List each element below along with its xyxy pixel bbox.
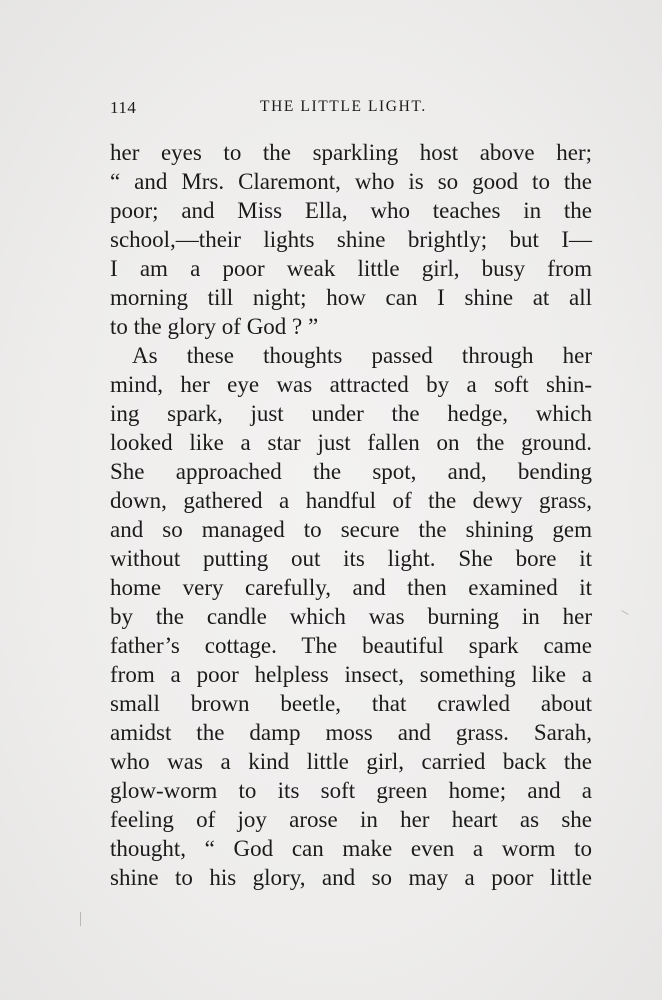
text-line: feeling of joy arose in her heart as she xyxy=(110,807,592,832)
text-line: without putting out its light. She bore it xyxy=(110,546,592,571)
text-line: home very carefully, and then examined it xyxy=(110,575,592,600)
paper-speck xyxy=(80,912,81,926)
paper-speck xyxy=(621,610,628,615)
text-line: school,—their lights shine brightly; but I— xyxy=(110,227,592,252)
text-line: poor; and Miss Ella, who teaches in the xyxy=(110,198,592,223)
body-text xyxy=(110,138,592,892)
text-line: by the candle which was burning in her xyxy=(110,604,592,629)
text-line: down, gathered a handful of the dewy grass, xyxy=(110,488,592,513)
text-line: who was a kind little girl, carried back the xyxy=(110,749,592,774)
text-line: thought, “ God can make even a worm to xyxy=(110,836,592,861)
text-line: small brown beetle, that crawled about xyxy=(110,691,592,716)
running-head xyxy=(110,98,594,124)
text-line: from a poor helpless insect, something like a xyxy=(110,662,592,687)
running-title: THE LITTLE LIGHT. xyxy=(260,98,427,115)
text-line: father’s cottage. The beautiful spark came xyxy=(110,633,592,658)
text-line: shine to his glory, and so may a poor little xyxy=(110,865,592,890)
text-line: morning till night; how can I shine at all xyxy=(110,285,592,310)
text-line: “ and Mrs. Claremont, who is so good to the xyxy=(110,169,592,194)
text-line: mind, her eye was attracted by a soft shin- xyxy=(110,372,592,397)
text-line: As these thoughts passed through her xyxy=(132,343,592,368)
text-line: her eyes to the sparkling host above her; xyxy=(110,140,592,165)
text-line: I am a poor weak little girl, busy from xyxy=(110,256,592,281)
text-line: looked like a star just fallen on the ground. xyxy=(110,430,592,455)
page-number: 114 xyxy=(110,98,137,117)
text-line: She approached the spot, and, bending xyxy=(110,459,592,484)
text-line: and so managed to secure the shining gem xyxy=(110,517,592,542)
text-line: amidst the damp moss and grass. Sarah, xyxy=(110,720,592,745)
text-line: ing spark, just under the hedge, which xyxy=(110,401,592,426)
text-line: glow-worm to its soft green home; and a xyxy=(110,778,592,803)
text-line: to the glory of God ? ” xyxy=(110,314,319,339)
